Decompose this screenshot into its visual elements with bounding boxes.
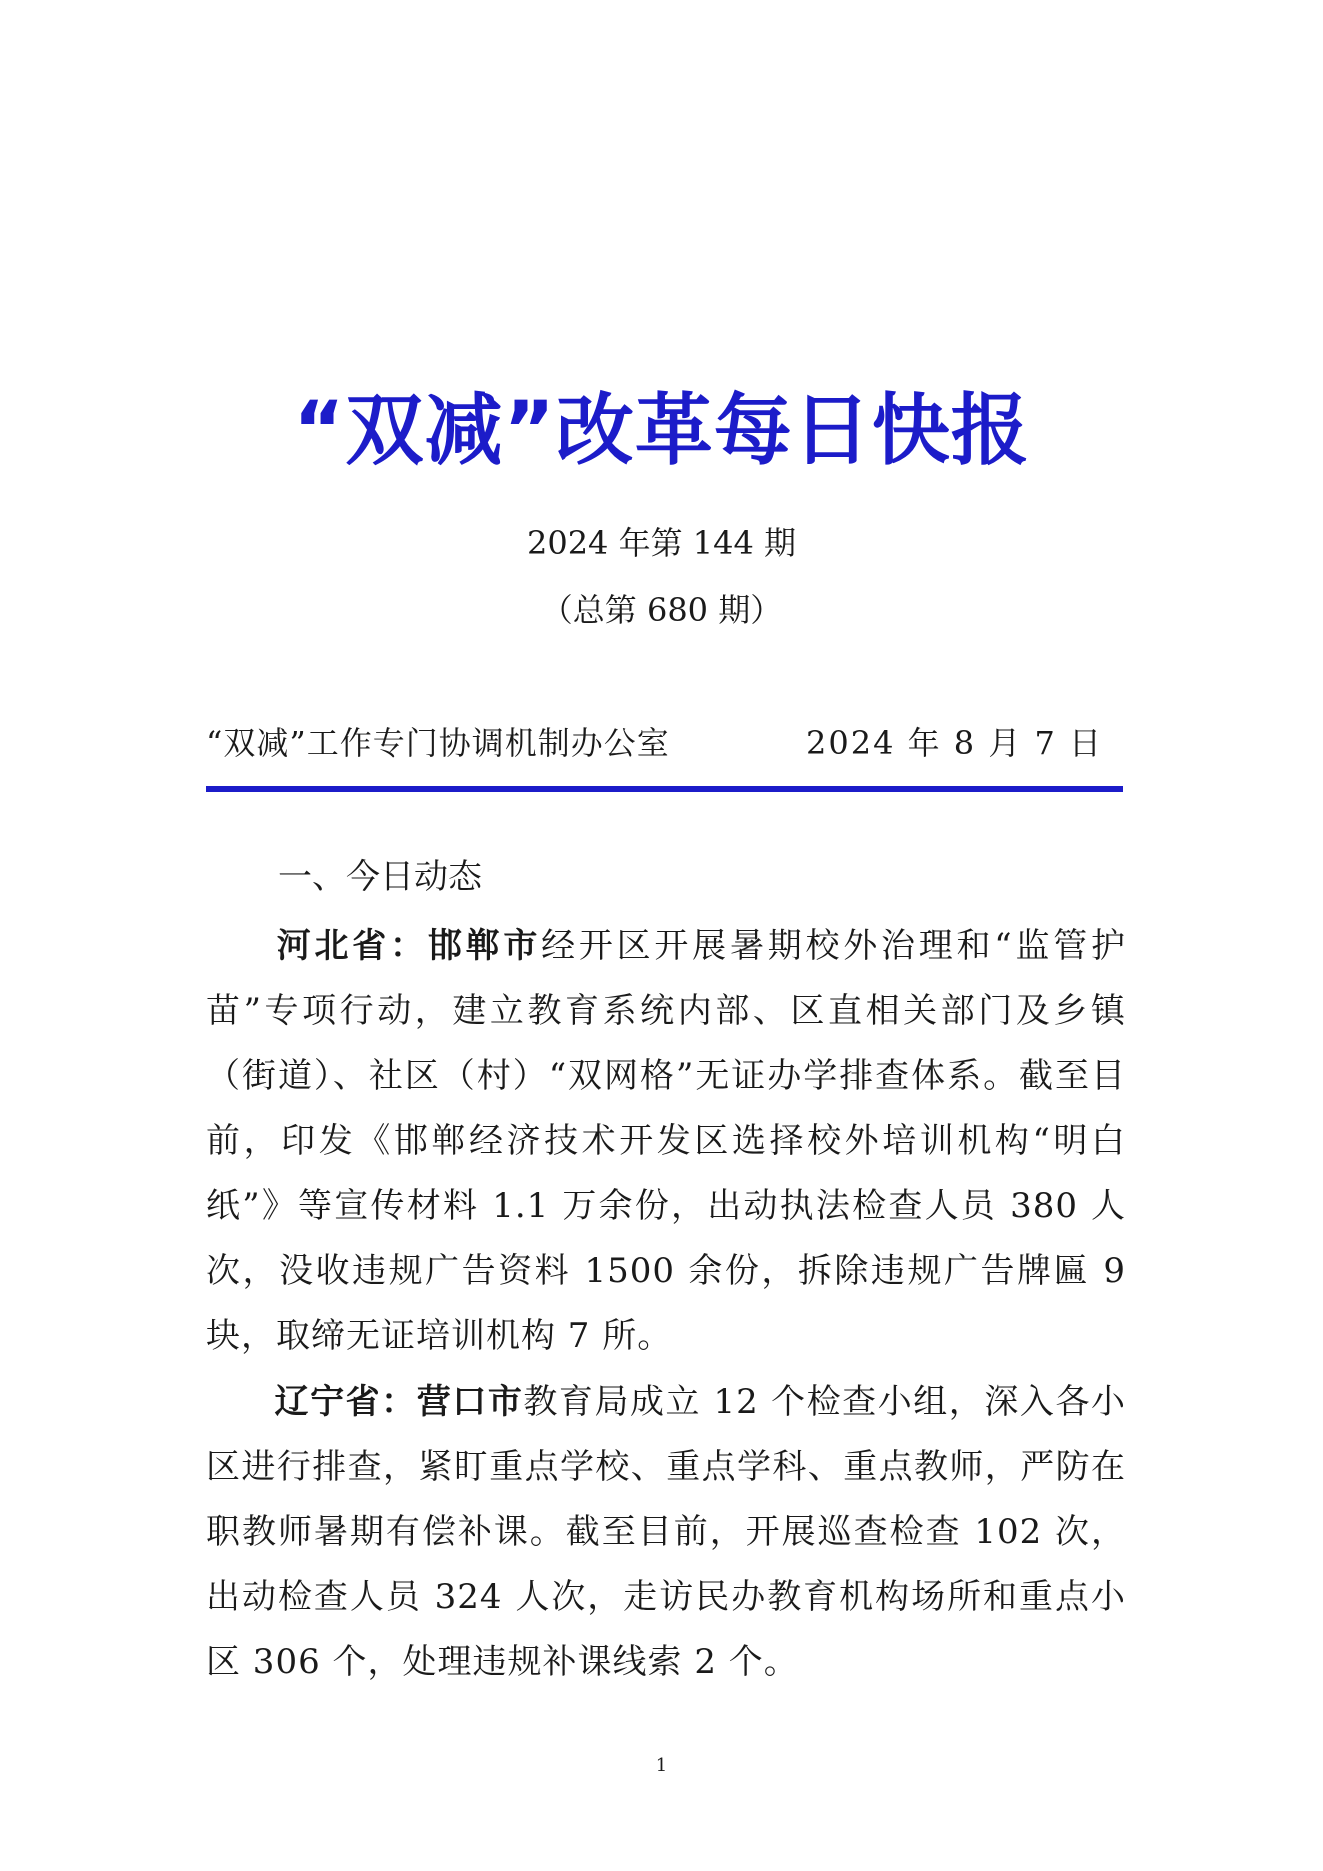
issue-number: 2024 年第 144 期 bbox=[526, 524, 797, 562]
issuing-office: “双减”工作专门协调机制办公室 bbox=[206, 724, 670, 762]
item-city: 邯郸市 bbox=[427, 926, 542, 966]
item-province: 辽宁省： bbox=[274, 1382, 417, 1422]
item-province: 河北省： bbox=[274, 926, 428, 966]
issue-date: 2024 年 8 月 7 日 bbox=[806, 724, 1104, 762]
item-text: 教育局成立 12 个检查小组，深入各小区进行排查，紧盯重点学校、重点学科、重点教师，严防在职教师暑期有偿补课。截至目前，开展巡查检查 102 次，出动检查人员 324 人次，走访民办教育机构场所和重点小区 306 个，处理违规补课线索 2 个。 bbox=[206, 1382, 1126, 1682]
item-text: 经开区开展暑期校外治理和“监管护苗”专项行动，建立教育系统内部、区直相关部门及乡镇（街道）、社区（村）“双网格”无证办学排查体系。截至目前，印发《邯郸经济技术开发区选择校外培训机构“明白纸”》等宣传材料 1.1 万余份，出动执法检查人员 380 人次，没收违规广告资料 1500 余份，拆除违规广告牌匾 9 块，取缔无证培训机构 7 所。 bbox=[206, 926, 1126, 1356]
news-item-hebei bbox=[206, 914, 1126, 1369]
total-issue-number: （总第 680 期） bbox=[540, 591, 783, 629]
news-item-liaoning bbox=[206, 1370, 1126, 1695]
header-divider bbox=[206, 786, 1123, 792]
item-city: 营口市 bbox=[416, 1382, 524, 1422]
page-number: 1 bbox=[655, 1755, 668, 1776]
report-title: “双减”改革每日快报 bbox=[293, 386, 1030, 476]
section-heading: 一、今日动态 bbox=[278, 857, 482, 897]
